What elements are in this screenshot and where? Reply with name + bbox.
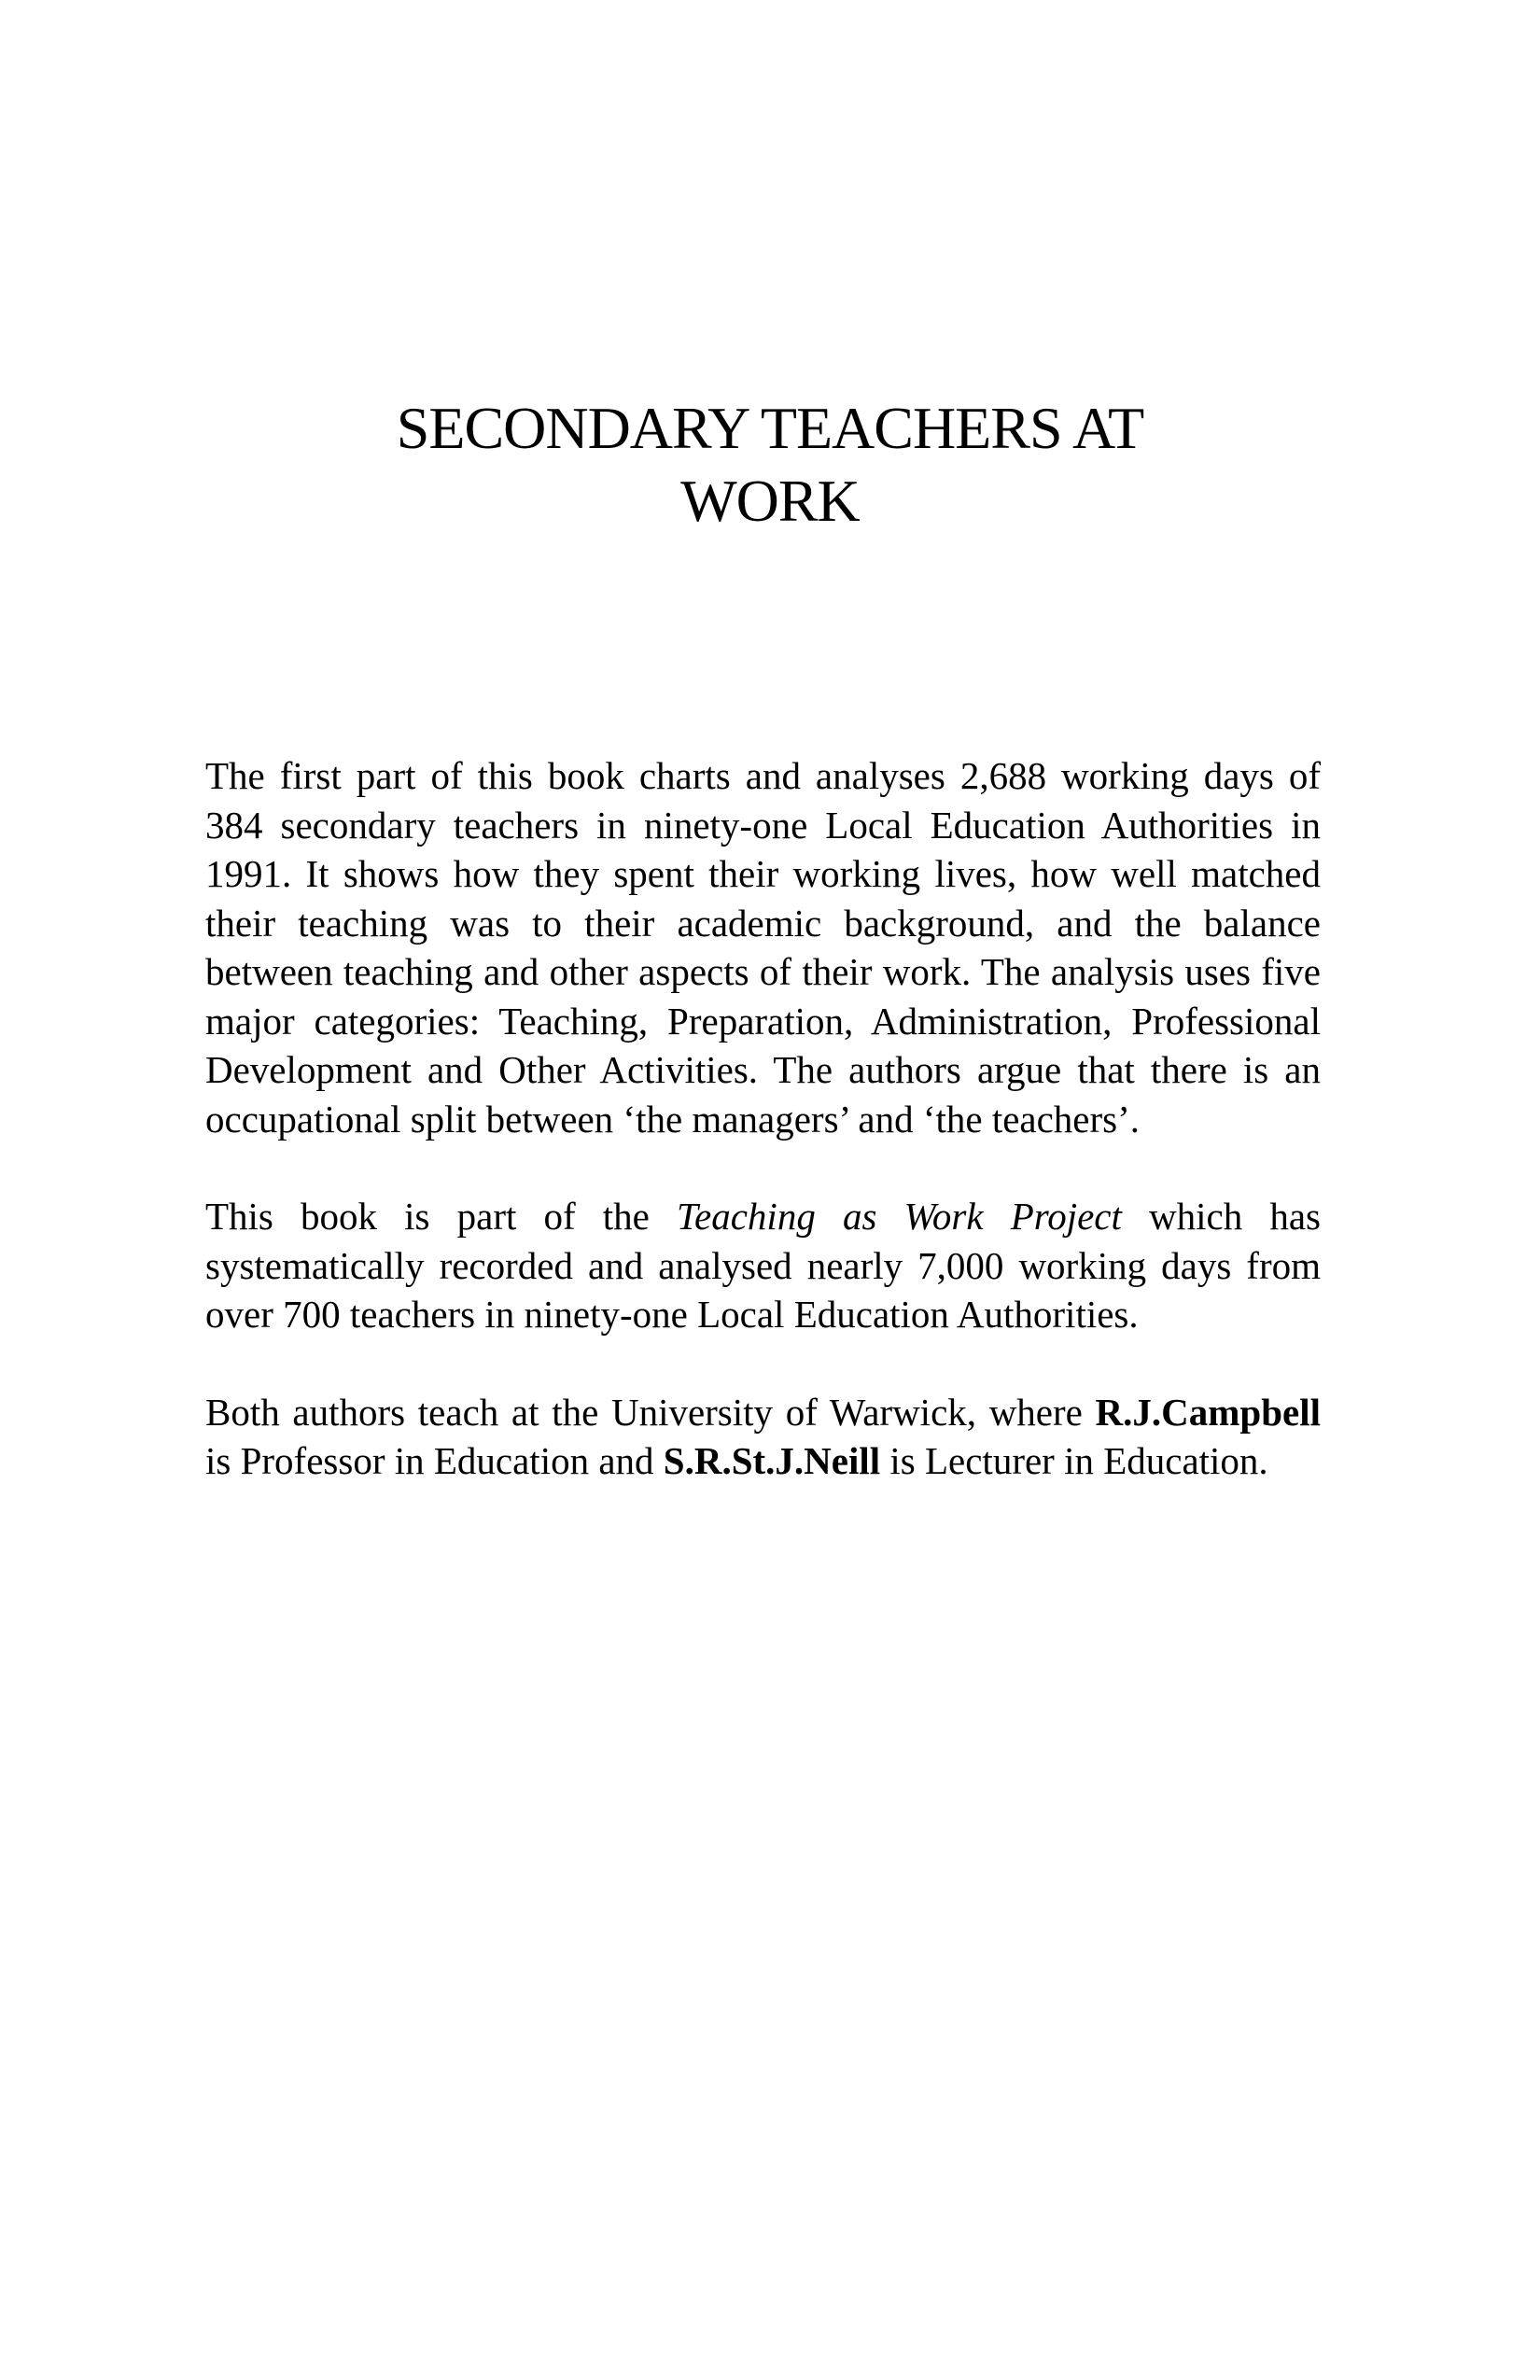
title-line-1: SECONDARY TEACHERS AT — [396, 395, 1144, 461]
p3-text-before: Both authors teach at the University of Warwick, where — [205, 1390, 1096, 1434]
p2-text-after: which has systematically recorded and analysed nearly 7,000 working days from over 700 teachers in ninety-one Local Education Authorities. — [205, 1195, 1321, 1336]
author-name-1: R.J.Campbell — [1095, 1390, 1321, 1434]
description-paragraph-2 — [205, 1192, 1321, 1339]
book-title — [205, 392, 1335, 538]
p3-text-after: is Lecturer in Education. — [880, 1439, 1268, 1482]
author-name-2: S.R.St.J.Neill — [663, 1439, 881, 1482]
p3-text-middle: is Professor in Education and — [205, 1439, 664, 1482]
project-name: Teaching as Work Project — [677, 1195, 1122, 1238]
description-paragraph-1: The first part of this book charts and analyses 2,688 working days of 384 secondary teachers in ninety-one Local Education Authorities in 1991. It shows how they spent their working lives, how well matched their teaching was to their academic background, and the balance between teaching and other aspects of their work. The analysis uses five major categories: Teaching, Preparation, Administration, Professional Development and Other Activities. The authors argue that there is an occupational split between ‘the managers’ and ‘the teachers’. — [205, 754, 1321, 1141]
title-line-2: WORK — [680, 468, 860, 534]
p2-text-before: This book is part of the — [205, 1195, 677, 1238]
description-paragraph-3 — [205, 1388, 1321, 1486]
book-description — [205, 751, 1321, 1534]
